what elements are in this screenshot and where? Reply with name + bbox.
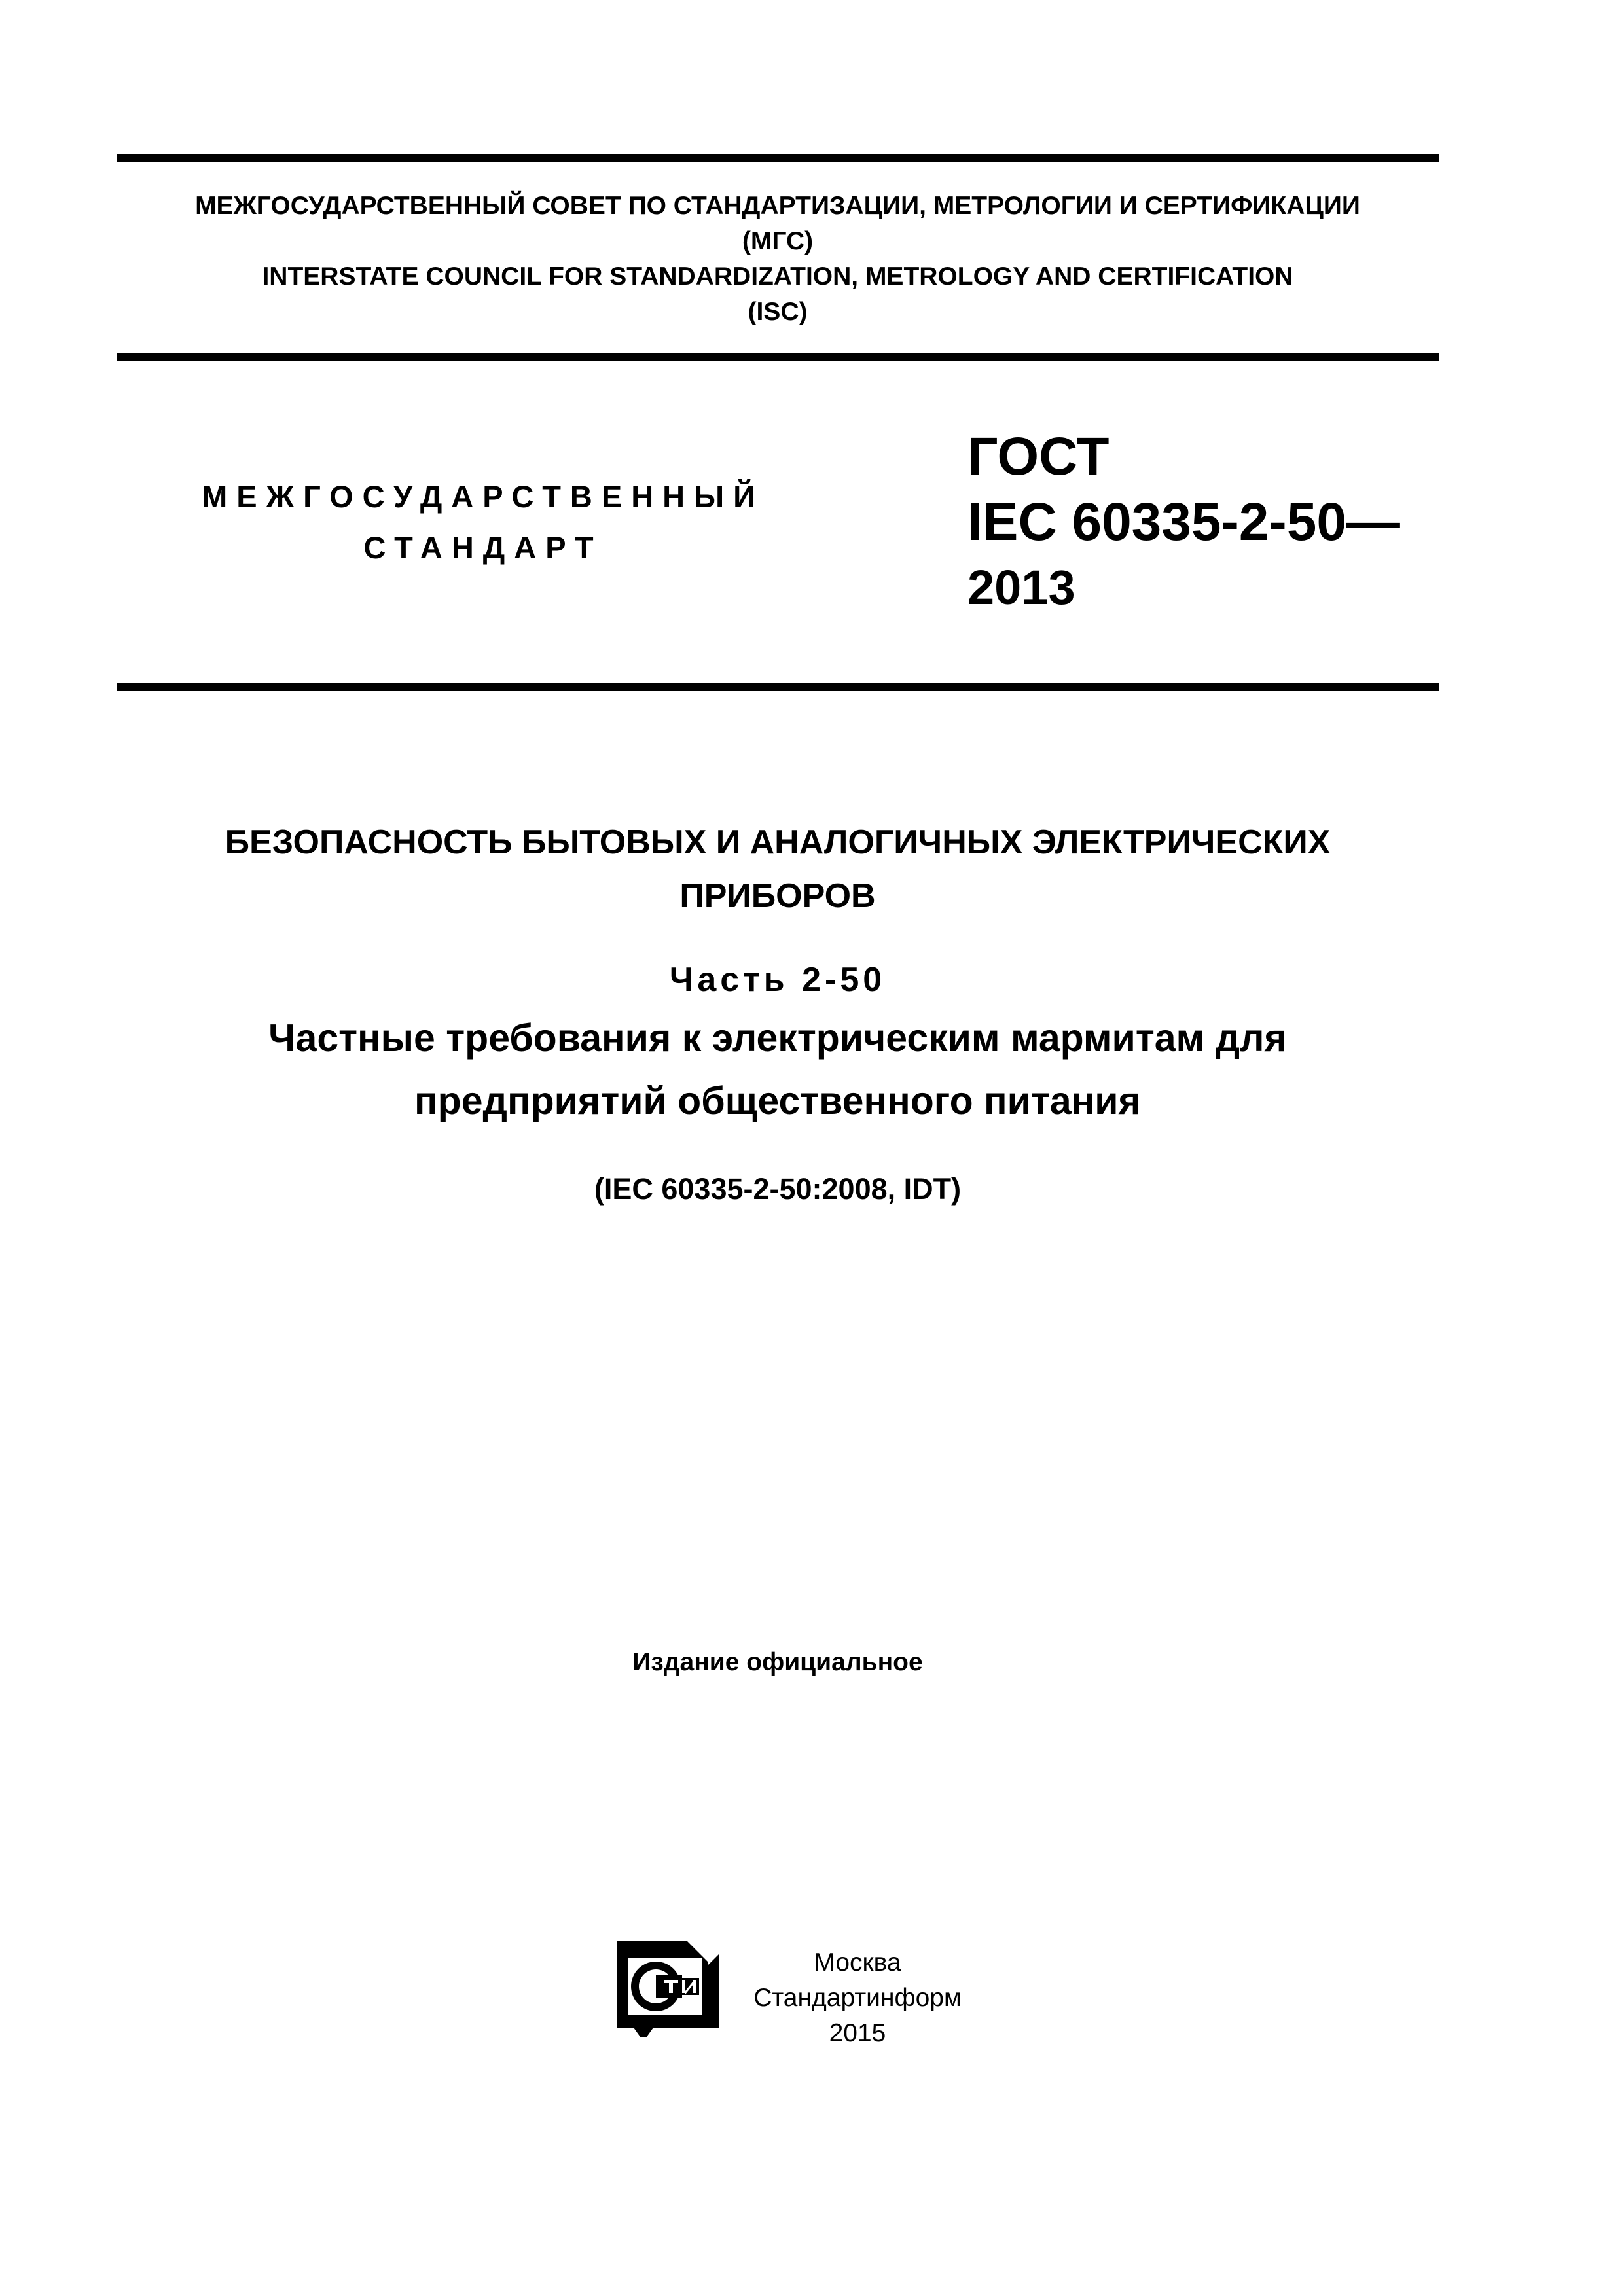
standard-designation — [967, 424, 1400, 620]
council-abbr-ru: (МГС) — [742, 227, 814, 255]
council-header — [117, 188, 1439, 330]
council-name-ru: МЕЖГОСУДАРСТВЕННЫЙ СОВЕТ ПО СТАНДАРТИЗАЦИИ, МЕТРОЛОГИИ И СЕРТИФИКАЦИИ — [195, 192, 1360, 220]
middle-divider — [117, 353, 1439, 361]
publisher-year: 2015 — [829, 2019, 886, 2047]
standard-kind-line1: МЕЖГОСУДАРСТВЕННЫЙ — [202, 479, 765, 514]
publisher-name: Стандартинформ — [753, 1984, 962, 2012]
title-line-1: БЕЗОПАСНОСТЬ БЫТОВЫХ И АНАЛОГИЧНЫХ ЭЛЕКТРИЧЕСКИХ — [225, 823, 1331, 861]
part-title-line-1: Частные требования к электрическим мармитам для — [268, 1016, 1287, 1060]
standard-kind — [117, 471, 850, 573]
top-divider — [117, 154, 1439, 162]
part-title-line-2: предприятий общественного питания — [414, 1079, 1141, 1122]
edition-note: Издание официальное — [632, 1648, 923, 1676]
council-name-en: INTERSTATE COUNCIL FOR STANDARDIZATION, METROLOGY AND CERTIFICATION — [262, 262, 1293, 291]
designation-year: 2013 — [967, 560, 1075, 615]
standartinform-logo-icon — [614, 1939, 721, 2041]
designation-number: IEC 60335-2-50— — [967, 492, 1400, 552]
iec-equivalence: (IEC 60335-2-50:2008, IDT) — [594, 1172, 962, 1206]
publisher-block — [727, 1945, 988, 2051]
title-line-2: ПРИБОРОВ — [679, 877, 876, 915]
council-abbr-en: (ISC) — [748, 298, 808, 326]
part-label: Часть 2-50 — [669, 961, 886, 999]
document-title — [117, 816, 1439, 1212]
designation-prefix: ГОСТ — [967, 427, 1110, 486]
bottom-divider — [117, 683, 1439, 691]
publisher-city: Москва — [814, 1948, 901, 1977]
standard-kind-line2: СТАНДАРТ — [363, 530, 603, 565]
